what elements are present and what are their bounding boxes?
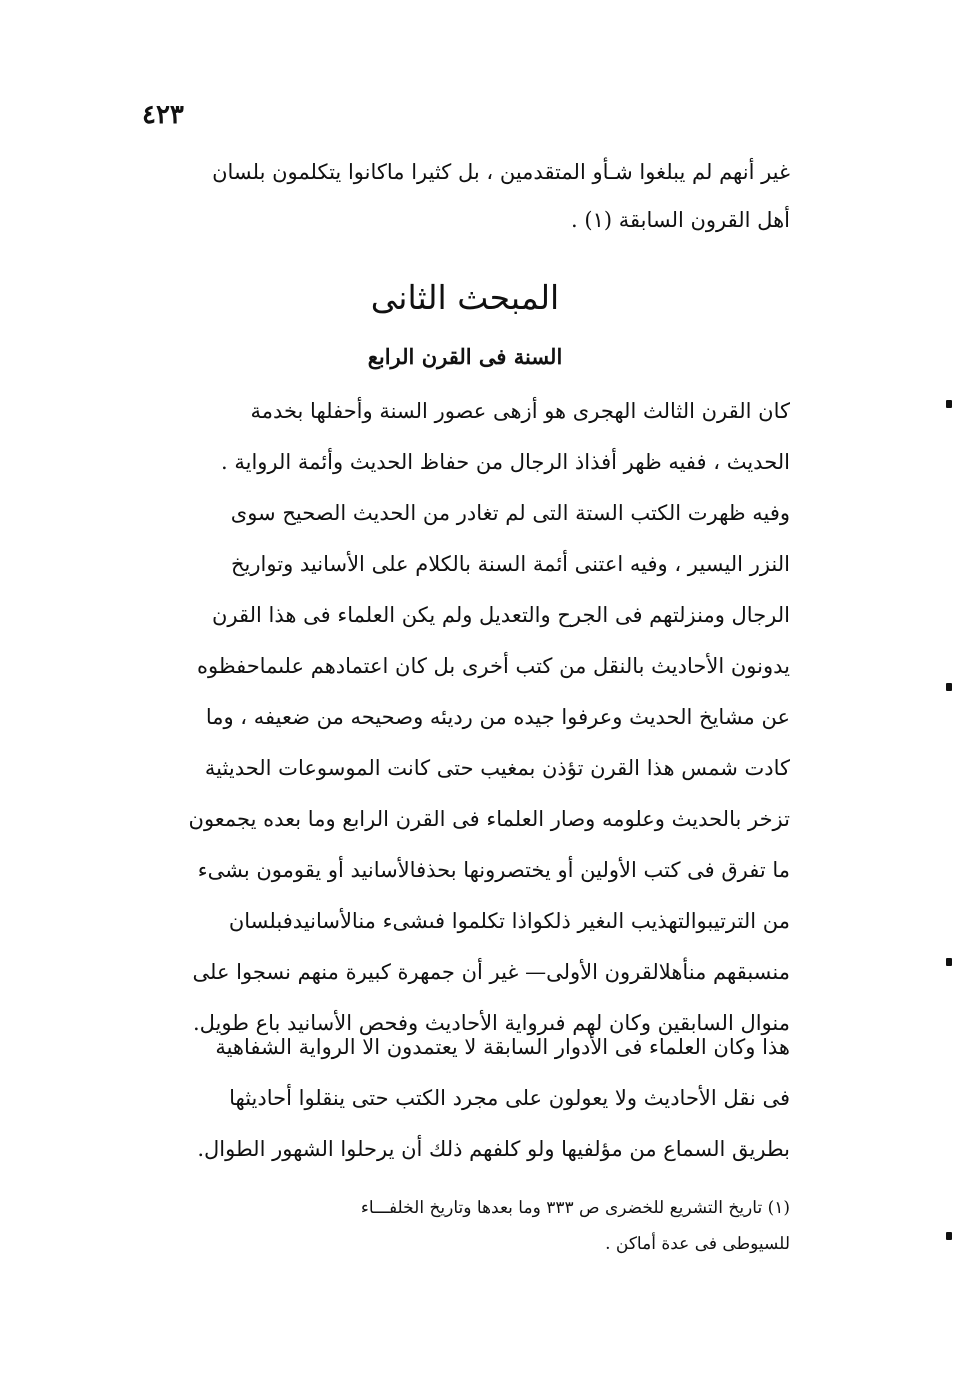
text-line: أهل القرون السابقة (١) .: [571, 208, 790, 232]
body-paragraph-2: [140, 1022, 790, 1175]
text-line: من الترتيبوالتهذيب الىغير ذلكواذا تكلموا فىشىء منالأسانيدفبلسان: [228, 909, 790, 933]
text-line: النزر اليسير ، وفيه اعتنى أئمة السنة بالكلام على الأسانيد وتواريخ: [231, 552, 790, 576]
text-line: وفيه ظهرت الكتب الستة التى لم تغادر من الحديث الصحيح سوى: [230, 501, 790, 525]
margin-mark: [946, 958, 952, 966]
text-line: ما تفرق فى كتب الأولين أو يختصرونها بحذفالأسانيد أو يقومون بشىء: [197, 858, 790, 882]
text-line: كان القرن الثالث الهجرى هو أزهى عصور السنة وأحفلها بخدمة: [250, 399, 790, 423]
footnote-line: للسيوطى فى عدة أماكن .: [605, 1234, 790, 1254]
text-line: فى نقل الأحاديث ولا يعولون على مجرد الكتب حتى ينقلوا أحاديثها: [229, 1086, 790, 1110]
text-line: بطريق السماع من مؤلفيها ولو كلفهم ذلك أن يرحلوا الشهور الطوال.: [197, 1137, 790, 1161]
text-line: منسبقهم منأهلالقرون الأولى— غير أن جمهرة كبيرة منهم نسجوا على: [192, 960, 790, 984]
intro-paragraph: [140, 148, 790, 244]
section-subheading: السنة فى القرن الرابع: [367, 344, 563, 369]
text-line: غير أنهم لم يبلغوا شـأو المتقدمين ، بل كثيرا ماكانوا يتكلمون بلسان: [212, 160, 790, 184]
margin-mark: [946, 1232, 952, 1240]
text-line: هذا وكان العلماء فى الأدوار السابقة لا يعتمدون الا الرواية الشفاهية: [215, 1035, 790, 1059]
margin-mark: [946, 683, 952, 691]
text-line: تزخر بالحديث وعلومه وصار العلماء فى القرن الرابع وما بعده يجمعون: [188, 807, 790, 831]
text-line: الحديث ، ففيه ظهر أفذاذ الرجال من حفاظ الحديث وأئمة الرواية .: [221, 450, 790, 474]
text-line: منوال السابقين وكان لهم فىرواية الأحاديث وفحص الأسانيد باع طويل.: [192, 1011, 790, 1035]
page-number: ٤٢٣: [142, 100, 184, 130]
text-line: عن مشايخ الحديث وعرفوا جيده من رديئه وصحيحه من ضعيفه ، وما: [205, 705, 790, 729]
footnote-line: (١) تاريخ التشريع للخضرى ص ٣٣٣ وما بعدها وتاريخ الخلفـــاء: [360, 1198, 790, 1218]
text-line: يدونون الأحاديث بالنقل من كتب أخرى بل كان اعتمادهم علىماحفظوه: [197, 654, 790, 678]
margin-mark: [946, 400, 952, 408]
body-paragraph-1: [140, 386, 790, 1049]
text-line: كادت شمس هذا القرن تؤذن بمغيب حتى كانت الموسوعات الحديثية: [204, 756, 790, 780]
text-line: الرجال ومنزلتهم فى الجرح والتعديل ولم يكن العلماء فى هذا القرن: [211, 603, 790, 627]
footnote: [140, 1190, 790, 1262]
section-heading: المبحث الثانى: [370, 278, 560, 317]
